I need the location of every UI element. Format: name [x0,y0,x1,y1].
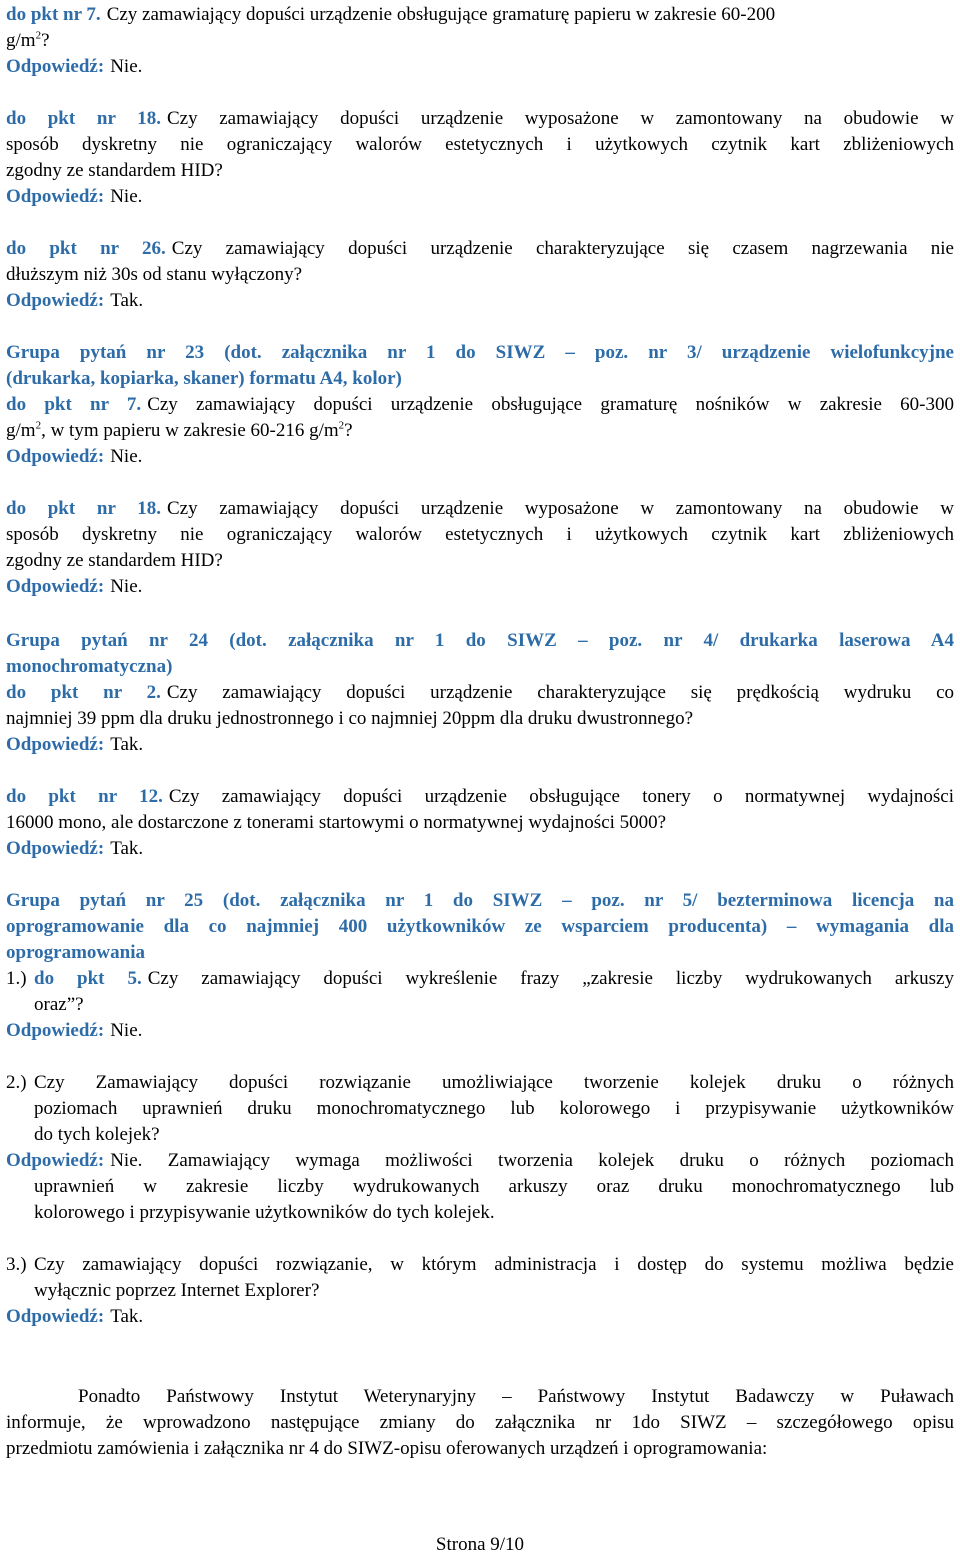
answer-text: Nie. [110,576,143,597]
answer-line [6,288,954,314]
answer-line [6,1018,954,1044]
closing-paragraph-line: informuje, że wprowadzono następujące zmiany do załącznika nr 1do SIWZ – szczegółowego opisu [6,1412,954,1433]
answer-text: Nie. [110,186,143,207]
question-line: zgodny ze standardem HID? [6,550,223,571]
answer-text: Tak. [110,734,144,755]
question-line: dłuższym niż 30s od stanu wyłączony? [6,264,303,285]
answer-text: Nie. [110,446,143,467]
list-number: 3.) [6,1254,27,1275]
answer-line [6,54,954,80]
point-ref: do pkt nr 12. [6,786,163,807]
question-line: najmniej 39 ppm dla druku jednostronnego i co najmniej 20ppm dla druku dwustronnego? [6,708,694,729]
question-text: Czy zamawiający dopuści urządzenie obsługujące gramaturę nośników w zakresie 60-300 [147,394,955,415]
question-line: zgodny ze standardem HID? [6,160,223,181]
group-heading: monochromatyczna) [6,656,173,677]
answer-label: Odpowiedź: [6,56,105,77]
group-heading: oprogramowania [6,942,145,963]
point-ref: do pkt nr 2. [6,682,161,703]
answer-label: Odpowiedź: [6,734,105,755]
answer-line [6,444,954,470]
question-line: 16000 mono, ale dostarczone z tonerami startowymi o normatywnej wydajności 5000? [6,812,667,833]
question-text: Czy zamawiający dopuści wykreślenie frazy „zakresie liczby wydrukowanych arkuszy [147,968,954,989]
answer-label: Odpowiedź: [6,1020,105,1041]
question-line [6,496,954,522]
point-ref: do pkt nr 26. [6,238,166,259]
question-line: do tych kolejek? [34,1124,160,1145]
closing-paragraph-line: Ponadto Państwowy Instytut Weterynaryjny – Państwowy Instytut Badawczy w Puławach [78,1386,954,1407]
question-text: Czy zamawiający dopuści urządzenie charakteryzujące się czasem nagrzewania nie [171,238,954,259]
answer-label: Odpowiedź: [6,838,105,859]
question-line: Czy zamawiający dopuści rozwiązanie, w którym administracja i dostęp do systemu możliwa będzie [34,1254,954,1275]
point-ref: do pkt nr 7. [6,394,142,415]
question-text: Czy zamawiający dopuści urządzenie wyposażone w zamontowany na obudowie w [166,108,954,129]
answer-text: Tak. [110,838,144,859]
question-text: Czy zamawiający dopuści urządzenie wyposażone w zamontowany na obudowie w [166,498,954,519]
answer-label: Odpowiedź: [6,1306,105,1327]
group-heading: (drukarka, kopiarka, skaner) formatu A4, kolor) [6,368,402,389]
answer-text: Tak. [110,290,144,311]
question-line: $g/m^2$, w tym papieru w zakresie 60-216 $g/m^2$? [6,419,353,441]
question-line: oraz”? [34,994,84,1015]
question-line: sposób dyskretny nie ograniczający walorów estetycznych i użytkowych czytnik kart zbliżeniowych [6,524,954,545]
answer-line [6,184,954,210]
point-ref: do pkt nr 7. [6,4,101,25]
answer-line [6,1304,954,1330]
answer-line: kolorowego i przypisywanie użytkowników do tych kolejek. [34,1202,495,1223]
answer-line: uprawnień w zakresie liczby wydrukowanych arkuszy oraz druku monochromatycznego lub [34,1176,954,1197]
group-heading: Grupa pytań nr 24 (dot. załącznika nr 1 do SIWZ – poz. nr 4/ drukarka laserowa A4 [6,630,954,651]
question-line [6,392,954,418]
group-heading: Grupa pytań nr 23 (dot. załącznika nr 1 do SIWZ – poz. nr 3/ urządzenie wielofunkcyjne [6,342,954,363]
answer-line [6,732,954,758]
question-line [6,2,954,28]
question-line: $g/m^2$? [6,29,50,51]
question-text: Czy zamawiający dopuści urządzenie obsługujące tonery o normatywnej wydajności [168,786,954,807]
question-line [6,236,954,262]
question-line: wyłącznic poprzez Internet Explorer? [34,1280,320,1301]
point-ref: do pkt nr 18. [6,108,161,129]
answer-label: Odpowiedź: [6,186,105,207]
answer-text: Nie. [110,56,143,77]
list-number: 1.) [6,968,27,989]
question-line: poziomach uprawnień druku monochromatycznego lub kolorowego i przypisywanie użytkowników [34,1098,954,1119]
answer-text: Tak. [110,1306,144,1327]
page-number: Strona 9/10 [435,1534,525,1555]
question-line: sposób dyskretny nie ograniczający walorów estetycznych i użytkowych czytnik kart zbliżeniowych [6,134,954,155]
question-line [6,106,954,132]
point-ref: do pkt nr 18. [6,498,161,519]
list-number: 2.) [6,1072,27,1093]
answer-label: Odpowiedź: [6,576,105,597]
question-line [34,966,954,992]
answer-text: Nie. [110,1020,143,1041]
question-line [6,784,954,810]
answer-text: Nie. Zamawiający wymaga możliwości tworzenia kolejek druku o różnych poziomach [110,1150,954,1171]
answer-line [6,1148,954,1174]
group-heading: oprogramowanie dla co najmniej 400 użytkowników ze wsparciem producenta) – wymagania dla [6,916,954,937]
answer-line [6,836,954,862]
question-text: Czy zamawiający dopuści urządzenie obsługujące gramaturę papieru w zakresie 60-200 [106,4,776,25]
answer-line [6,574,954,600]
question-line [6,680,954,706]
group-heading: Grupa pytań nr 25 (dot. załącznika nr 1 do SIWZ – poz. nr 5/ bezterminowa licencja na [6,890,954,911]
answer-label: Odpowiedź: [6,290,105,311]
question-line: Czy Zamawiający dopuści rozwiązanie umożliwiające tworzenie kolejek druku o różnych [34,1072,954,1093]
answer-label: Odpowiedź: [6,1150,105,1171]
closing-paragraph-line: przedmiotu zamówienia i załącznika nr 4 do SIWZ-opisu oferowanych urządzeń i oprogramowania: [6,1438,768,1459]
answer-label: Odpowiedź: [6,446,105,467]
question-text: Czy zamawiający dopuści urządzenie charakteryzujące się prędkością wydruku co [166,682,955,703]
point-ref: do pkt 5. [34,968,142,989]
